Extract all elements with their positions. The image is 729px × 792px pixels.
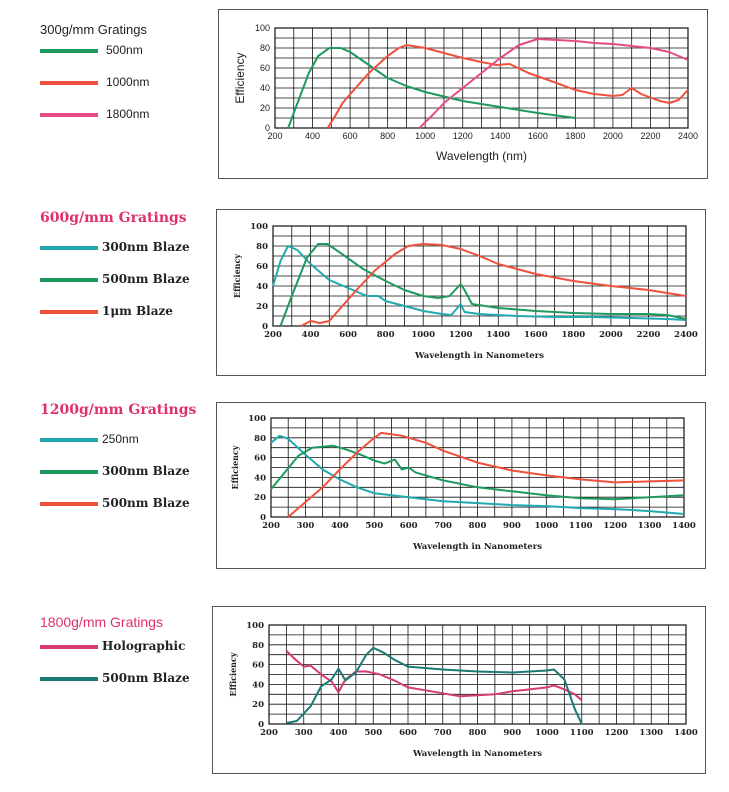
x-tick-label: 300 xyxy=(296,521,315,531)
y-tick-label: 100 xyxy=(250,222,268,232)
x-tick-label: 500 xyxy=(365,521,384,531)
x-tick-label: 1300 xyxy=(637,521,662,531)
x-tick-label: 600 xyxy=(399,728,417,738)
x-tick-label: 500 xyxy=(364,728,383,738)
x-tick-label: 1000 xyxy=(535,728,559,738)
x-tick-label: 1200 xyxy=(452,131,473,141)
y-tick-label: 80 xyxy=(259,43,270,53)
x-tick-label: 200 xyxy=(262,521,280,531)
x-tick-label: 1200 xyxy=(603,521,628,531)
x-tick-label: 1200 xyxy=(604,728,629,738)
y-tick-label: 0 xyxy=(262,322,268,332)
y-tick-label: 80 xyxy=(254,433,266,444)
x-tick-label: 1000 xyxy=(415,131,436,141)
y-tick-label: 0 xyxy=(258,720,264,730)
y-tick-label: 60 xyxy=(254,453,266,464)
legend-title: 1800g/mm Gratings xyxy=(40,614,163,630)
x-tick-label: 1800 xyxy=(565,131,586,141)
chart-1 xyxy=(232,222,698,361)
x-tick-label: 2000 xyxy=(599,330,623,340)
legend-title: 300g/mm Gratings xyxy=(40,22,147,37)
x-tick-label: 1600 xyxy=(527,131,548,141)
y-tick-label: 0 xyxy=(260,513,266,523)
y-tick-label: 60 xyxy=(259,63,270,73)
x-tick-label: 2400 xyxy=(677,131,699,141)
legend-label: 1000nm xyxy=(106,75,150,89)
x-tick-label: 1400 xyxy=(672,521,696,531)
x-tick-label: 1600 xyxy=(523,330,548,340)
y-tick-label: 40 xyxy=(252,680,264,691)
y-tick-label: 60 xyxy=(252,660,264,671)
x-tick-label: 400 xyxy=(305,131,321,141)
x-tick-label: 600 xyxy=(342,131,358,141)
x-axis-label: Wavelength (nm) xyxy=(436,149,527,163)
y-tick-label: 40 xyxy=(259,83,270,93)
y-tick-label: 100 xyxy=(248,414,266,424)
legend-title: 1200g/mm Gratings xyxy=(40,402,197,418)
legend-label: 1μm Blaze xyxy=(102,304,173,318)
x-tick-label: 1400 xyxy=(490,131,511,141)
x-tick-label: 200 xyxy=(260,728,278,738)
y-tick-label: 40 xyxy=(256,282,268,292)
x-tick-label: 300 xyxy=(294,728,313,738)
y-tick-label: 0 xyxy=(264,123,270,133)
chart-3 xyxy=(228,621,698,759)
x-tick-label: 1100 xyxy=(568,521,593,531)
x-tick-label: 1400 xyxy=(486,330,511,340)
x-axis-label: Wavelength in Nanometers xyxy=(415,351,544,361)
legend-label: 500nm Blaze xyxy=(102,272,190,286)
x-tick-label: 900 xyxy=(503,728,522,738)
y-tick-label: 100 xyxy=(246,621,264,631)
y-tick-label: 20 xyxy=(256,302,268,312)
x-tick-label: 900 xyxy=(503,521,521,531)
legend-label: 300nm Blaze xyxy=(102,464,190,478)
y-tick-label: 60 xyxy=(256,262,268,272)
legend-label: 500nm xyxy=(106,43,143,57)
x-tick-label: 2200 xyxy=(640,131,661,141)
x-tick-label: 800 xyxy=(380,131,396,141)
x-tick-label: 2000 xyxy=(602,131,623,141)
legend-label: 250nm xyxy=(102,432,139,446)
x-tick-label: 1300 xyxy=(639,728,664,738)
y-tick-label: 100 xyxy=(254,23,270,33)
legend-label: 500nm Blaze xyxy=(102,496,190,510)
x-tick-label: 1000 xyxy=(411,330,436,340)
x-tick-label: 800 xyxy=(468,728,487,738)
legend-label: 300nm Blaze xyxy=(102,240,190,254)
x-tick-label: 600 xyxy=(399,521,418,531)
series-line-1 xyxy=(286,648,581,724)
y-tick-label: 20 xyxy=(254,493,266,504)
x-tick-label: 200 xyxy=(267,131,283,141)
y-tick-label: 80 xyxy=(256,242,268,252)
y-tick-label: 20 xyxy=(259,103,270,113)
x-tick-label: 800 xyxy=(376,330,395,340)
x-tick-label: 1400 xyxy=(674,728,698,738)
x-tick-label: 200 xyxy=(264,330,282,340)
x-tick-label: 800 xyxy=(468,521,487,531)
x-axis-label: Wavelength in Nanometers xyxy=(413,542,542,552)
x-tick-label: 1100 xyxy=(569,728,594,738)
legend-title: 600g/mm Gratings xyxy=(40,210,187,226)
y-tick-label: 20 xyxy=(252,700,264,711)
x-tick-label: 1800 xyxy=(561,330,586,340)
y-axis-label: Efficiency xyxy=(232,253,242,299)
x-tick-label: 1000 xyxy=(534,521,559,531)
legend-label: 500nm Blaze xyxy=(102,671,190,685)
x-tick-label: 400 xyxy=(301,330,320,340)
x-axis-label: Wavelength in Nanometers xyxy=(413,749,542,759)
series-line-1 xyxy=(328,45,688,128)
y-tick-label: 80 xyxy=(252,640,264,651)
x-tick-label: 2400 xyxy=(674,330,698,340)
x-tick-label: 600 xyxy=(339,330,357,340)
x-tick-label: 400 xyxy=(330,521,349,531)
chart-2 xyxy=(230,414,696,552)
y-tick-label: 40 xyxy=(254,473,266,484)
y-axis-label: Efficiency xyxy=(230,445,240,490)
legend-label: 1800nm xyxy=(106,107,150,121)
y-axis-label: Efficiency xyxy=(228,652,238,697)
legend-label: Holographic xyxy=(102,639,186,653)
x-tick-label: 1200 xyxy=(448,330,473,340)
x-tick-label: 2200 xyxy=(636,330,661,340)
x-tick-label: 700 xyxy=(433,728,452,738)
y-axis-label: Efficiency xyxy=(233,52,247,104)
x-tick-label: 400 xyxy=(329,728,348,738)
series-line-0 xyxy=(286,651,581,701)
x-tick-label: 700 xyxy=(434,521,452,531)
chart-0 xyxy=(233,23,698,163)
